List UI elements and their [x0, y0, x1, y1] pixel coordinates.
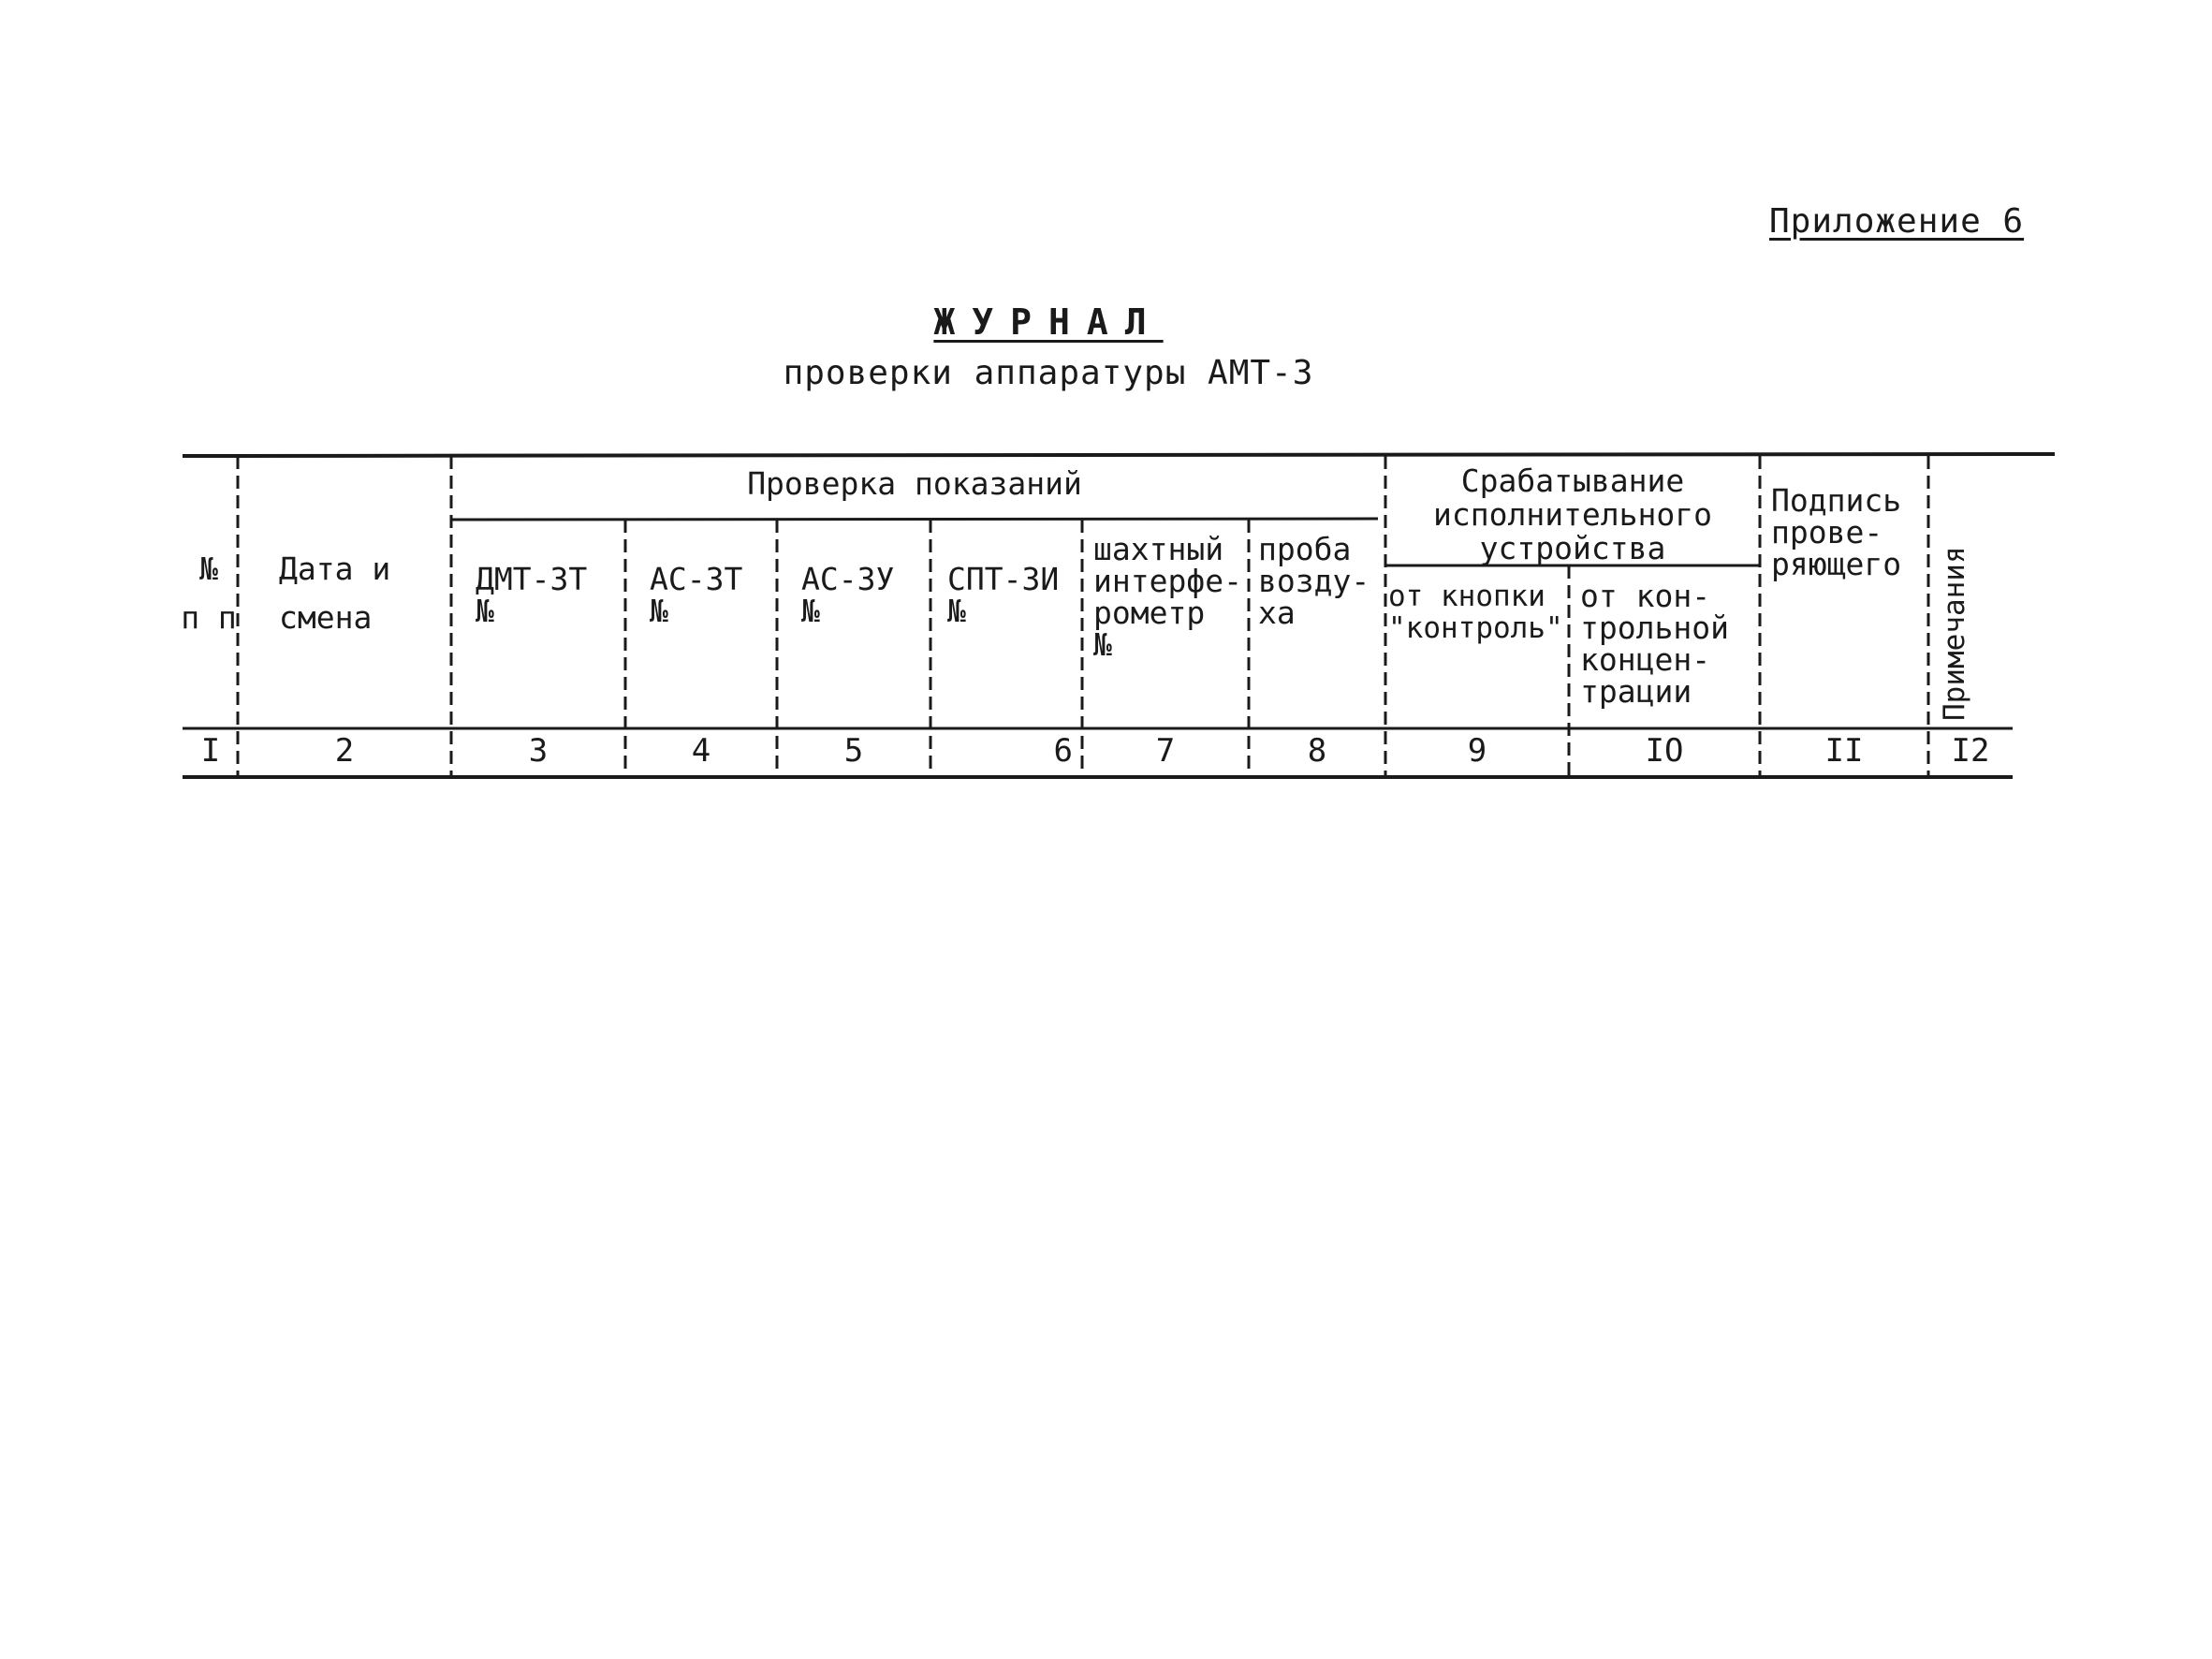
header-spt: СПТ-ЗИ № — [947, 561, 1060, 629]
header-as-zt: АС-ЗТ № — [650, 561, 743, 629]
header-interferometer: шахтный интерфе- рометр № — [1093, 531, 1242, 663]
column-number: 5 — [843, 732, 864, 770]
column-number: 8 — [1307, 732, 1327, 770]
header-air-sample: проба возду- ха — [1258, 531, 1370, 631]
header-notes: Примечания — [1938, 546, 1971, 721]
header-as-zu: АС-ЗУ № — [801, 561, 895, 629]
header-date-shift: Дата и смена — [279, 551, 391, 636]
readings-group-line — [451, 519, 1378, 520]
column-number: 9 — [1467, 732, 1487, 770]
header-from-concentration: от кон- трольной концен- трации — [1580, 578, 1729, 710]
column-number: 4 — [691, 732, 711, 770]
column-number: 6 — [1053, 732, 1073, 770]
column-number: I2 — [1951, 732, 1990, 770]
column-number: 3 — [528, 732, 549, 770]
header-signature: Подпись прове- ряющего — [1771, 482, 1902, 582]
header-dmt: ДМТ-ЗТ № — [476, 561, 588, 629]
header-from-button: от кнопки "контроль" — [1388, 580, 1563, 645]
header-number: № п п — [181, 551, 237, 636]
column-number: 7 — [1155, 732, 1176, 770]
journal-title: ЖУРНАЛ — [933, 301, 1164, 343]
appendix-label: Приложение 6 — [1769, 202, 2025, 241]
column-number: II — [1824, 732, 1864, 770]
group-header-actuator: Срабатывание исполнительного устройства — [1432, 462, 1712, 566]
column-number: 2 — [334, 732, 355, 770]
column-number: I — [200, 732, 221, 770]
journal-subtitle: проверки аппаратуры АМТ-3 — [783, 354, 1314, 392]
column-number: IO — [1645, 732, 1684, 770]
group-header-readings: Проверка показаний — [747, 465, 1082, 502]
top-border-line — [183, 454, 2055, 456]
